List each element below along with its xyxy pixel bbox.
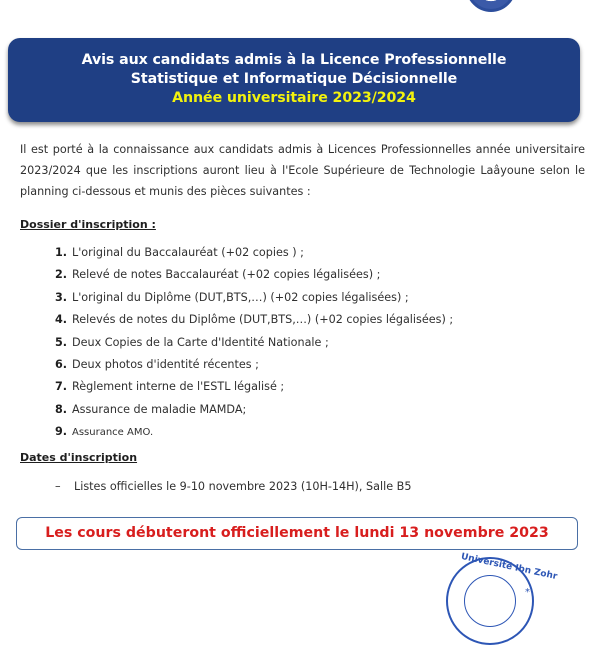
- list-item-number: 5.: [55, 335, 68, 349]
- course-start-notice: [16, 517, 578, 550]
- dossier-heading: Dossier d'inscription :: [20, 218, 156, 231]
- list-item-label: Assurance AMO.: [72, 427, 154, 439]
- header-academic-year: Année universitaire 2023/2024: [172, 90, 416, 106]
- list-item-label: Deux photos d'identité récentes ;: [72, 357, 259, 371]
- list-item-label: Deux Copies de la Carte d'Identité Nationale ;: [72, 335, 329, 349]
- dates-list: [55, 478, 411, 496]
- stamp-star-icon: *: [525, 587, 530, 598]
- list-item: [55, 354, 453, 376]
- list-item: [55, 287, 453, 309]
- stamp-inner-ring: [464, 575, 516, 627]
- stamp-text: Université Ibn Zohr: [460, 551, 559, 583]
- list-item-number: 6.: [55, 357, 68, 371]
- list-item: [55, 376, 453, 398]
- list-item-label: L'original du Diplôme (DUT,BTS,…) (+02 copies légalisées) ;: [72, 290, 409, 304]
- list-item: [55, 264, 453, 286]
- announcement-header: [8, 38, 580, 122]
- list-item: [55, 242, 453, 264]
- list-item-number: 9.: [55, 425, 68, 439]
- header-title-line2: Statistique et Informatique Décisionnelle: [130, 71, 458, 87]
- dash-bullet-icon: –: [55, 480, 61, 493]
- list-item-label: Relevés de notes du Diplôme (DUT,BTS,…) (+02 copies légalisées) ;: [72, 313, 454, 327]
- list-item-label: Règlement interne de l'ESTL légalisé ;: [72, 380, 285, 394]
- university-stamp-icon: [446, 551, 559, 645]
- list-item-number: 3.: [55, 290, 68, 304]
- header-title-line1: Avis aux candidats admis à la Licence Professionnelle: [81, 52, 507, 68]
- list-item-number: 7.: [55, 380, 68, 394]
- list-item-number: 2.: [55, 268, 68, 282]
- list-item-label: Relevé de notes Baccalauréat (+02 copies légalisées) ;: [72, 268, 381, 282]
- list-item: [55, 309, 453, 331]
- list-item: [55, 478, 411, 496]
- list-item-number: 1.: [55, 246, 68, 259]
- list-item: [55, 421, 453, 443]
- list-item-label: L'original du Baccalauréat (+02 copies ) ;: [72, 246, 304, 259]
- list-item-label: Listes officielles le 9-10 novembre 2023 (10H-14H), Salle B5: [74, 480, 412, 493]
- list-item: [55, 332, 453, 354]
- dates-heading: Dates d'inscription: [20, 451, 138, 464]
- course-start-notice-text: Les cours débuteront officiellement le lundi 13 novembre 2023: [45, 525, 549, 541]
- list-item: [55, 399, 453, 421]
- list-item-label: Assurance de maladie MAMDA;: [72, 402, 247, 416]
- list-item-number: 4.: [55, 313, 68, 327]
- intro-paragraph: Il est porté à la connaissance aux candidats admis à Licences Professionnelles année universitaire 2023/2024 que les inscriptions auront lieu à l'Ecole Supérieure de Technologie Laâyoune selon le planning ci-dessous et munis des pièces suivantes :: [20, 143, 585, 198]
- list-item-number: 8.: [55, 402, 68, 416]
- dossier-list: [55, 242, 453, 444]
- university-stamp-top: [466, 0, 516, 12]
